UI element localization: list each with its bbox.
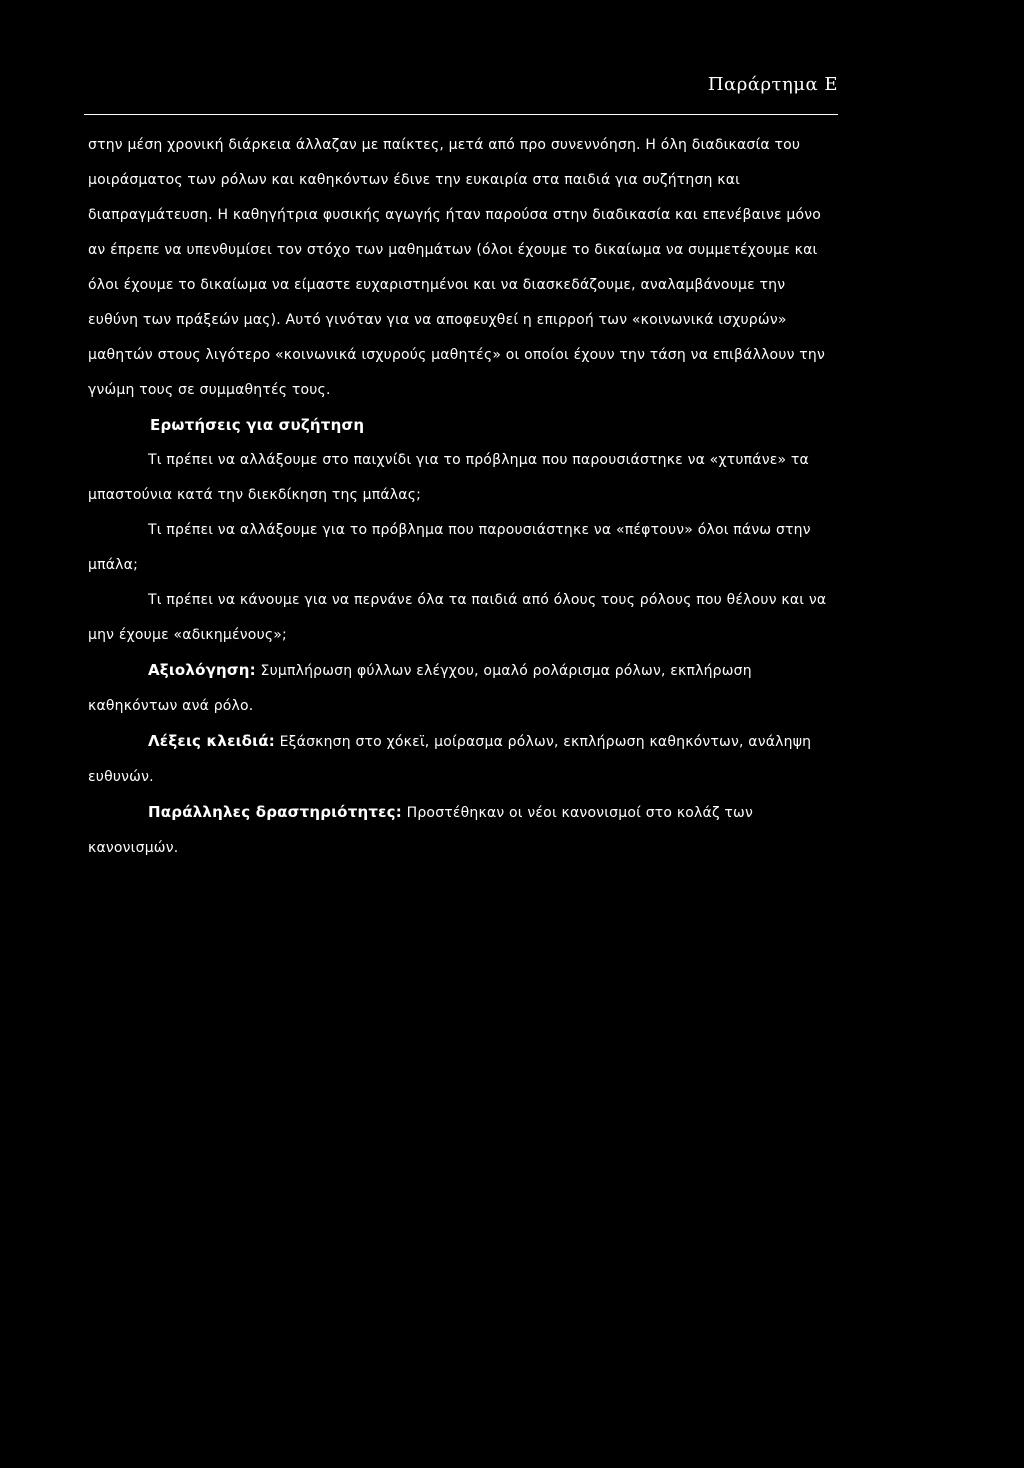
document-body [88,128,838,866]
keywords-label: Λέξεις κλειδιά: [148,732,275,750]
keywords-text: Εξάσκηση στο χόκεϊ, μοίρασμα ρόλων, εκπλήρωση καθηκόντων, ανάληψη ευθυνών. [88,734,812,785]
question-1: Τι πρέπει να αλλάξουμε στο παιχνίδι για το πρόβλημα που παρουσιάστηκε να «χτυπάνε» τα μπαστούνια κατά την διεκδίκηση της μπάλας; [88,452,809,503]
parallel-activities-paragraph [88,795,838,866]
page-header: Παράρτημα Ε [707,74,838,95]
questions-heading: Ερωτήσεις για συζήτηση [150,416,365,434]
evaluation-label: Αξιολόγηση: [148,661,256,679]
evaluation-paragraph [88,653,838,724]
question-3: Τι πρέπει να κάνουμε για να περνάνε όλα τα παιδιά από όλους τους ρόλους που θέλουν και να μην έχουμε «αδικημένους»; [88,592,827,643]
question-2: Τι πρέπει να αλλάξουμε για το πρόβλημα που παρουσιάστηκε να «πέφτουν» όλοι πάνω στην μπάλα; [88,522,811,573]
header-divider [84,114,838,115]
evaluation-text: Συμπλήρωση φύλλων ελέγχου, ομαλό ρολάρισμα ρόλων, εκπλήρωση καθηκόντων ανά ρόλο. [88,663,752,714]
parallel-activities-text: Προστέθηκαν οι νέοι κανονισμοί στο κολάζ των κανονισμών. [88,805,753,856]
parallel-activities-label: Παράλληλες δραστηριότητες: [148,803,402,821]
intro-paragraph: στην μέση χρονική διάρκεια άλλαζαν με παίκτες, μετά από προ συνεννόηση. Η όλη διαδικασία του μοιράσματος των ρόλων και καθηκόντων έδινε την ευκαιρία στα παιδιά για συζήτηση και διαπραγμάτευση. Η καθηγήτρια φυσικής αγωγής ήταν παρούσα στην διαδικασία και επενέβαινε μόνο αν έπρεπε να υπενθυμίσει τον στόχο των μαθημάτων (όλοι έχουμε το δικαίωμα να συμμετέχουμε και όλοι έχουμε το δικαίωμα να είμαστε ευχαριστημένοι και να διασκεδάζουμε, αναλαμβάνουμε την ευθύνη των πράξεών μας). Αυτό γινόταν για να αποφευχθεί η επιρροή των «κοινωνικά ισχυρών» μαθητών στους λιγότερο «κοινωνικά ισχυρούς μαθητές» οι οποίοι έχουν την τάση να επιβάλλουν την γνώμη τους σε συμμαθητές τους. [88,137,826,398]
keywords-paragraph [88,724,838,795]
